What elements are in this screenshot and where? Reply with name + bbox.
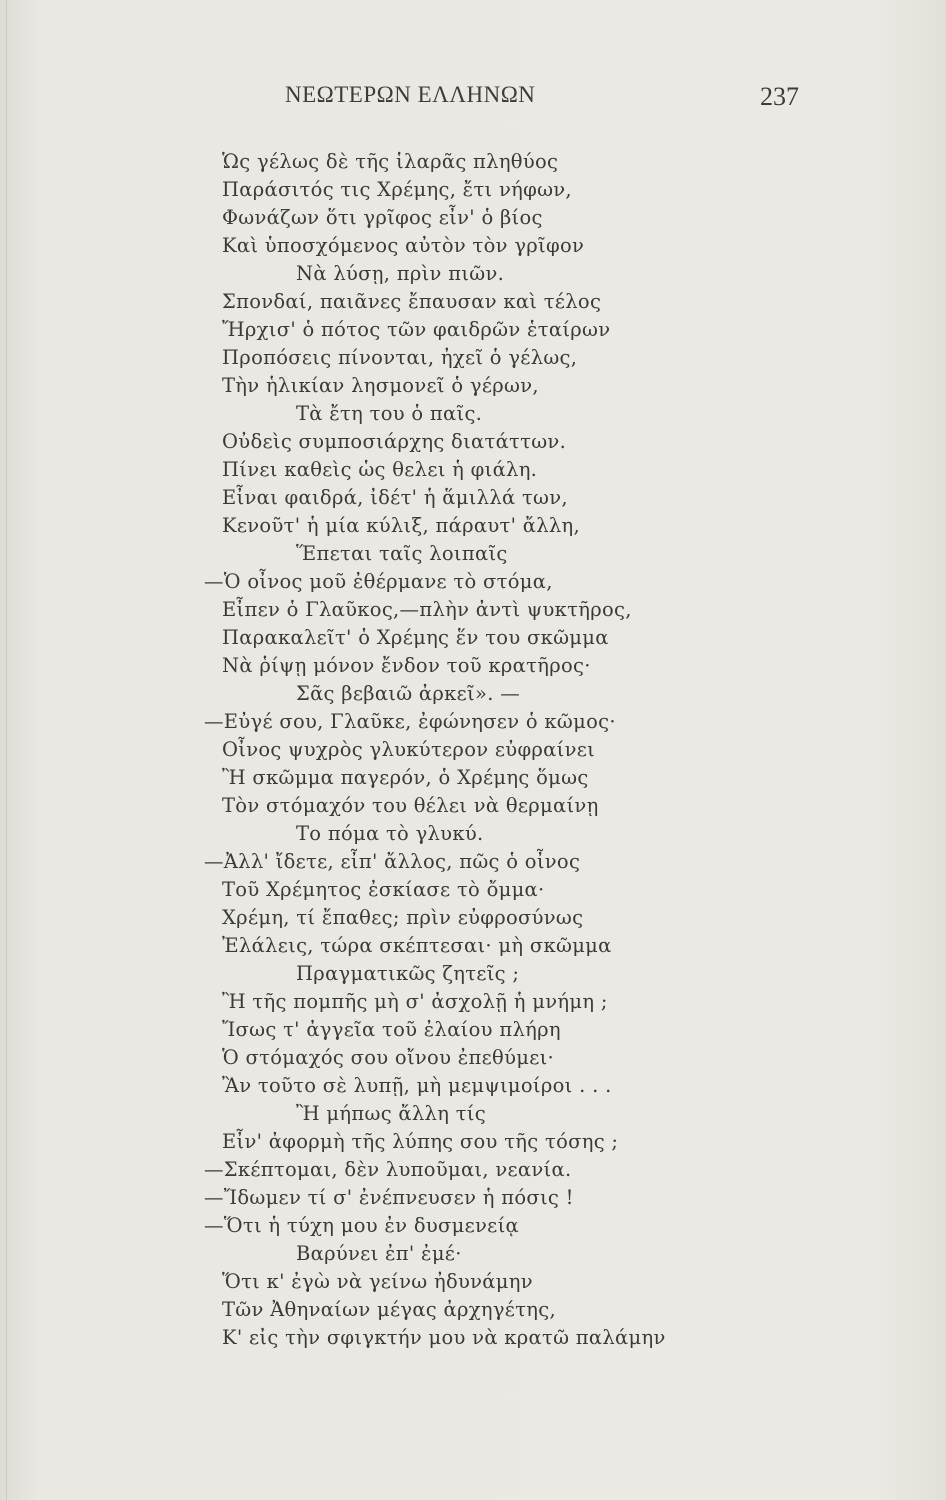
verse-line: Ἢ μήπως ἄλλη τίς bbox=[296, 1102, 486, 1125]
verse-line: Πραγματικῶς ζητεῖς ; bbox=[296, 962, 520, 985]
verse-line: Ἴσως τ' ἀγγεῖα τοῦ ἐλαίου πλήρη bbox=[222, 1018, 561, 1041]
verse-line: —Ὁ οἶνος μοῦ ἐθέρμανε τὸ στόμα, bbox=[204, 570, 553, 593]
verse-line: Κενοῦτ' ἡ μία κύλιξ, πάραυτ' ἄλλη, bbox=[222, 514, 581, 537]
verse-line: Ὁ στόμαχός σου οἴνου ἐπεθύμει· bbox=[222, 1046, 555, 1069]
verse-line: Ἢ σκῶμμα παγερόν, ὁ Χρέμης ὅμως bbox=[222, 766, 589, 789]
verse-line: —Ἴδωμεν τί σ' ἐνέπνευσεν ἡ πόσις ! bbox=[204, 1186, 574, 1209]
verse-line: Εἶναι φαιδρά, ἰδέτ' ἡ ἅμιλλά των, bbox=[222, 486, 568, 509]
verse-line: Ἢ τῆς πομπῆς μὴ σ' ἀσχολῇ ἡ μνήμη ; bbox=[222, 990, 608, 1013]
page-number: 237 bbox=[760, 82, 799, 111]
verse-line: Πίνει καθεὶς ὡς θελει ἡ φιάλη. bbox=[222, 458, 538, 481]
verse-line: Οὐδεὶς συμποσιάρχης διατάττων. bbox=[222, 430, 567, 453]
running-head bbox=[0, 82, 946, 122]
verse-line: Τῶν Ἀθηναίων μέγας ἀρχηγέτης, bbox=[222, 1298, 556, 1321]
verse-line: —Ὅτι ἡ τύχη μου ἐν δυσμενείᾳ bbox=[204, 1214, 519, 1237]
verse-line: Νὰ λύσῃ, πρὶν πιῶν. bbox=[296, 262, 505, 285]
verse-line: Τὴν ἡλικίαν λησμονεῖ ὁ γέρων, bbox=[222, 374, 539, 397]
verse-line: Ἐλάλεις, τώρα σκέπτεσαι· μὴ σκῶμμα bbox=[222, 934, 612, 957]
verse-line: Εἶπεν ὁ Γλαῦκος,—πλὴν ἀντὶ ψυκτῆρος, bbox=[222, 598, 632, 621]
verse-line: Χρέμη, τί ἔπαθες; πρὶν εὐφροσύνως bbox=[222, 906, 584, 929]
page-edge bbox=[6, 0, 7, 1500]
verse-line: Βαρύνει ἐπ' ἐμέ· bbox=[296, 1242, 462, 1265]
verse-line: Παράσιτός τις Χρέμης, ἔτι νήφων, bbox=[222, 178, 572, 201]
verse-line: Ἤρχισ' ὁ πότος τῶν φαιδρῶν ἑταίρων bbox=[222, 318, 611, 341]
verse-line: —Σκέπτομαι, δὲν λυποῦμαι, νεανία. bbox=[204, 1158, 572, 1181]
verse-line: —Εὐγέ σου, Γλαῦκε, ἐφώνησεν ὁ κῶμος· bbox=[204, 710, 616, 733]
verse-line: Ὅτι κ' ἐγὼ νὰ γείνω ἠδυνάμην bbox=[222, 1270, 533, 1293]
verse-line: Εἶν' ἀφορμὴ τῆς λύπης σου τῆς τόσης ; bbox=[222, 1130, 619, 1153]
verse-line: Ὡς γέλως δὲ τῆς ἱλαρᾶς πληθύος bbox=[222, 150, 559, 173]
verse-line: Σπονδαί, παιᾶνες ἔπαυσαν καὶ τέλος bbox=[222, 290, 602, 313]
verse-line: Το πόμα τὸ γλυκύ. bbox=[296, 822, 484, 845]
verse-line: Νὰ ῥίψῃ μόνον ἔνδον τοῦ κρατῆρος· bbox=[222, 654, 591, 677]
verse-line: Ἂν τοῦτο σὲ λυπῇ, μὴ μεμψιμοίροι . . . bbox=[222, 1074, 612, 1097]
verse-line: —Ἀλλ' ἴδετε, εἶπ' ἄλλος, πῶς ὁ οἶνος bbox=[204, 850, 581, 873]
verse-line: Φωνάζων ὅτι γρῖφος εἶν' ὁ βίος bbox=[222, 206, 543, 229]
verse-line: Ἕπεται ταῖς λοιπαῖς bbox=[296, 542, 508, 565]
verse-line: Καὶ ὑποσχόμενος αὐτὸν τὸν γρῖφον bbox=[222, 234, 585, 257]
verse-line: Τοῦ Χρέμητος ἐσκίασε τὸ ὄμμα· bbox=[222, 878, 545, 901]
verse-line: Σᾶς βεβαιῶ ἀρκεῖ». — bbox=[296, 682, 521, 705]
verse-line: Τὸν στόμαχόν του θέλει νὰ θερμαίνῃ bbox=[222, 794, 599, 817]
verse-line: Οἶνος ψυχρὸς γλυκύτερον εὐφραίνει bbox=[222, 738, 596, 761]
verse-line: Τὰ ἔτη του ὁ παῖς. bbox=[296, 402, 483, 425]
running-title: ΝΕΩΤΕΡΩΝ ΕΛΛΗΝΩΝ bbox=[285, 82, 536, 107]
verse-line: Παρακαλεῖτ' ὁ Χρέμης ἕν του σκῶμμα bbox=[222, 626, 609, 649]
verse-line: Κ' εἰς τὴν σφιγκτήν μου νὰ κρατῶ παλάμην bbox=[222, 1326, 666, 1349]
verse-line: Προπόσεις πίνονται, ἠχεῖ ὁ γέλως, bbox=[222, 346, 578, 369]
